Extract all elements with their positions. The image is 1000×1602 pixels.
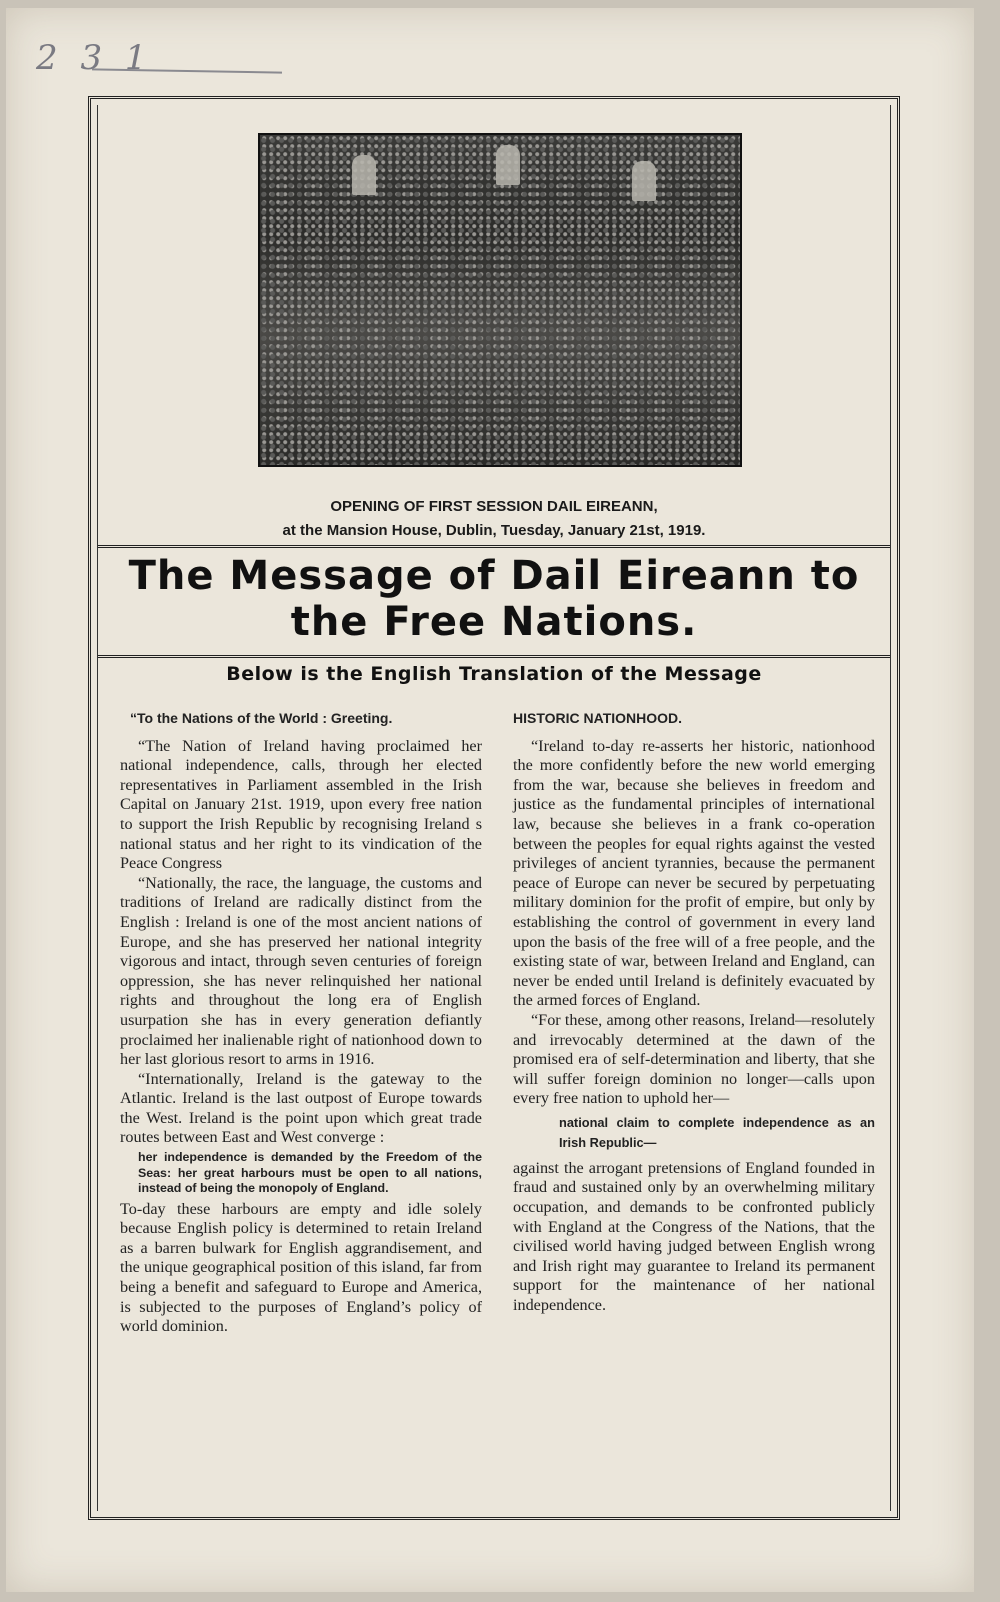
callout-freedom-of-seas: her independence is demanded by the Freedom of the Seas: her great harbours must be open to all nations, instead of being the monopoly of England. bbox=[138, 1150, 482, 1196]
paragraph-for-these-reasons: “For these, among other reasons, Ireland—resolutely and irrevocably determined at the dawn of the promised era of self-determination and liberty, that she will suffer foreign dominion no longer—calls upon every free nation to uphold her— bbox=[513, 1010, 875, 1108]
subheading: Below is the English Translation of the Message bbox=[226, 663, 762, 685]
paragraph-internationally: “Internationally, Ireland is the gateway to the Atlantic. Ireland is the last outpost of Europe towards the West. Ireland is the point upon which great trade routes between East and West converge : bbox=[120, 1069, 482, 1147]
page-border bbox=[88, 96, 900, 1520]
rule-below-headline bbox=[98, 655, 890, 658]
assembly-photograph bbox=[258, 133, 742, 467]
paragraph-independence: “The Nation of Ireland having proclaimed her national independence, calls, through her elected representatives in Parliament assembled in the Irish Capital on January 21st. 1919, upon every free nation to support the Irish Republic by recognising Ireland s national status and her right to its vindication of the Peace Congress bbox=[120, 736, 482, 873]
photo-statue-right bbox=[632, 161, 656, 201]
paragraph-harbours: To-day these harbours are empty and idle solely because English policy is determined to retain Ireland as a barren bulwark for English aggrandisement, and the unique geographical position of this island, far from being a benefit and safeguard to Europe and America, is subjected to the purposes of England’s policy of world dominion. bbox=[120, 1199, 482, 1336]
inner-border bbox=[97, 105, 891, 1511]
photo-statue-left bbox=[352, 155, 376, 195]
headline-line-1: The Message of Dail Eireann to bbox=[128, 553, 860, 599]
photo-statue-center bbox=[496, 145, 520, 185]
right-column bbox=[513, 709, 875, 1316]
handwritten-note: 2 3 1 bbox=[36, 38, 153, 78]
headline-line-2: the Free Nations. bbox=[290, 599, 698, 645]
section-heading-historic-nationhood: HISTORIC NATIONHOOD. bbox=[513, 710, 683, 726]
paragraph-arrogant-pretensions: against the arrogant pretensions of England founded in fraud and sustained only by an overwhelming military occupation, and demands to be confronted publicly with England at the Congress of the Nations, that the civilised world having judged between English wrong and Irish right may guarantee to Ireland its permanent support for the maintenance of her national independence. bbox=[513, 1158, 875, 1315]
paragraph-reasserts: “Ireland to-day re-asserts her historic, nationhood the more confidently before the new world emerging from the war, because she believes in freedom and justice as the fundamental principles of international law, because she believes in a frank co-operation between the peoples for equal rights against the vested privileges of ancient tyrannies, because the permanent peace of Europe can never be secured by perpetuating military dominion for the profit of empire, but only by establishing the control of government in every land upon the basis of the free will of a free people, and the existing state of war, between Ireland and England, can never be ended until Ireland is definitely evacuated by the armed forces of England. bbox=[513, 736, 875, 1010]
headline bbox=[98, 553, 890, 645]
broadsheet-page bbox=[6, 8, 974, 1592]
rule-above-headline bbox=[98, 545, 890, 548]
callout-irish-republic: national claim to complete independence as an Irish Republic— bbox=[559, 1114, 875, 1150]
caption-line-1: OPENING OF FIRST SESSION DAIL EIREANN, bbox=[330, 498, 658, 515]
caption-line-2: at the Mansion House, Dublin, Tuesday, January 21st, 1919. bbox=[282, 522, 706, 539]
left-column bbox=[120, 709, 482, 1337]
greeting: “To the Nations of the World : Greeting. bbox=[130, 710, 393, 726]
photo-caption bbox=[98, 495, 890, 543]
paragraph-nationally: “Nationally, the race, the language, the customs and traditions of Ireland are radically distinct from the English : Ireland is one of the most ancient nations of Europe, and she has preserved her national integrity vigorous and intact, through seven centuries of foreign oppression, she has never relinquished her national rights and throughout the long era of English usurpation she has in every generation defiantly proclaimed her inalienable right of nationhood down to her last glorious resort to arms in 1916. bbox=[120, 873, 482, 1069]
